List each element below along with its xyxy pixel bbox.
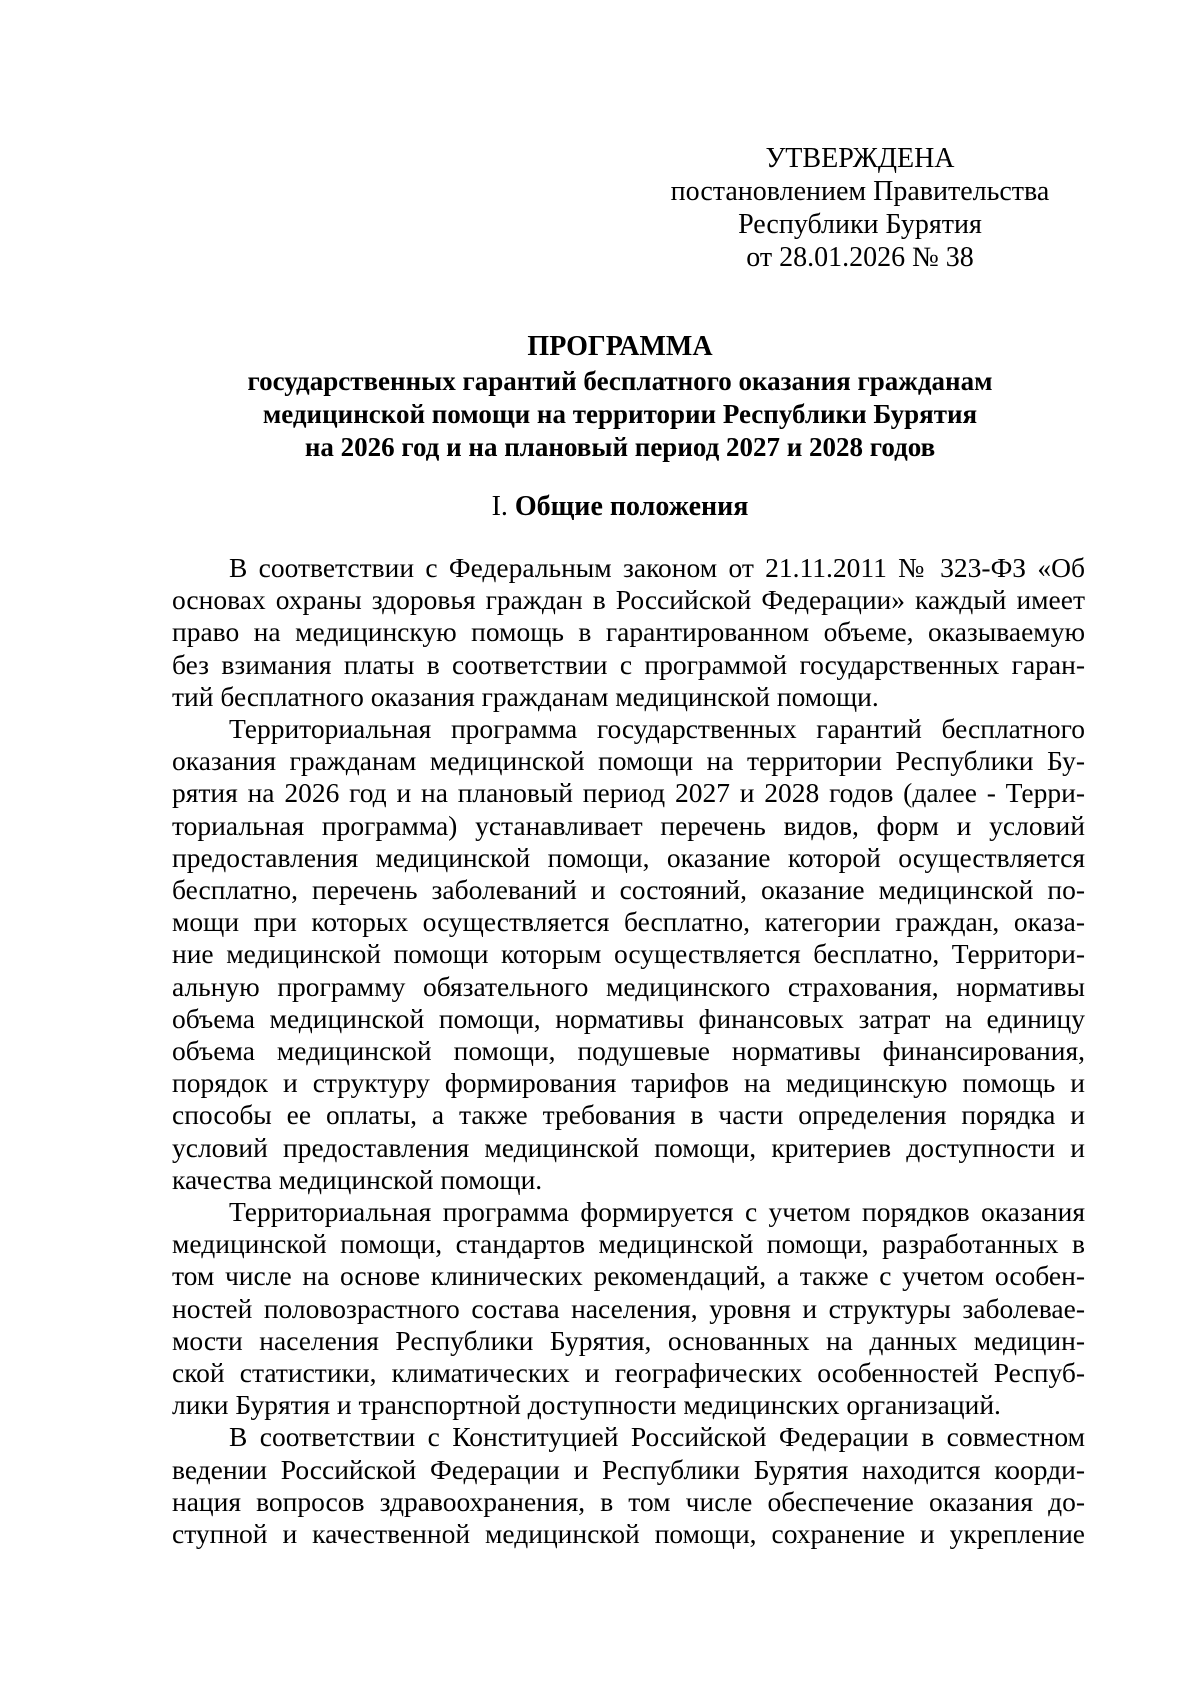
paragraph bbox=[172, 713, 1085, 1196]
paragraph-line: ской статистики, климатических и географических особенностей Респуб- bbox=[172, 1357, 1085, 1389]
paragraph-line: ториальная программа) устанавливает перечень видов, форм и условий bbox=[172, 809, 1085, 841]
paragraph bbox=[172, 1196, 1085, 1421]
approval-line-approved: УТВЕРЖДЕНА bbox=[765, 143, 955, 174]
paragraph-line: без взимания платы в соответствии с программой государственных гаран- bbox=[172, 648, 1085, 680]
paragraph-line: том числе на основе клинических рекомендаций, а также с учетом особен- bbox=[172, 1260, 1085, 1292]
paragraph-line: нация вопросов здравоохранения, в том числе обеспечение оказания до- bbox=[172, 1485, 1085, 1517]
paragraph-line: В соответствии с Федеральным законом от 21.11.2011 № 323-ФЗ «Об bbox=[229, 552, 1085, 583]
title-line-3: на 2026 год и на плановый период 2027 и 2028 годов bbox=[304, 432, 936, 462]
paragraph-line: Территориальная программа государственных гарантий бесплатного bbox=[229, 713, 1085, 745]
paragraph-line: способы ее оплаты, а также требования в части определения порядка и bbox=[172, 1099, 1085, 1131]
paragraph-line: мощи при которых осуществляется бесплатно, категории граждан, оказа- bbox=[172, 906, 1085, 938]
paragraph-line: тий бесплатного оказания гражданам медицинской помощи. bbox=[172, 680, 879, 712]
approval-stamp bbox=[660, 142, 1060, 274]
paragraph-line: ступной и качественной медицинской помощи, сохранение и укрепление bbox=[172, 1518, 1085, 1550]
paragraph-line: право на медицинскую помощь в гарантированном объеме, оказываемую bbox=[172, 616, 1085, 648]
approval-line-resolution: постановлением Правительства bbox=[670, 176, 1050, 207]
paragraph-line: оказания гражданам медицинской помощи на территории Республики Бу- bbox=[172, 745, 1085, 777]
paragraph-line: мости населения Республики Бурятия, основанных на данных медицин- bbox=[172, 1324, 1085, 1356]
paragraph bbox=[172, 1421, 1085, 1550]
paragraph-line: ведении Российской Федерации и Республики Бурятия находится коорди- bbox=[172, 1453, 1085, 1485]
paragraph-line: основах охраны здоровья граждан в Российской Федерации» каждый имеет bbox=[172, 584, 1085, 616]
approval-line-date-number: от 28.01.2026 № 38 bbox=[746, 242, 974, 273]
paragraph-line: ние медицинской помощи которым осуществляется бесплатно, Территори- bbox=[172, 938, 1085, 970]
paragraph-line: качества медицинской помощи. bbox=[172, 1163, 543, 1195]
paragraph-line: В соответствии с Конституцией Российской Федерации в совместном bbox=[229, 1421, 1085, 1453]
body-text bbox=[172, 552, 1085, 1550]
approval-line-republic: Республики Бурятия bbox=[738, 209, 982, 240]
paragraph-line: рятия на 2026 год и на плановый период 2027 и 2028 годов (далее - Терри- bbox=[172, 777, 1085, 809]
paragraph-line: ностей половозрастного состава населения, уровня и структуры заболевае- bbox=[172, 1292, 1085, 1324]
document-title bbox=[170, 330, 1070, 464]
title-line-1: государственных гарантий бесплатного оказания гражданам bbox=[247, 366, 993, 396]
paragraph-line: лики Бурятия и транспортной доступности медицинских организаций. bbox=[172, 1389, 1001, 1421]
title-line-2: медицинской помощи на территории Республики Бурятия bbox=[262, 399, 978, 429]
paragraph-line: медицинской помощи, стандартов медицинской помощи, разработанных в bbox=[172, 1228, 1085, 1260]
paragraph-line: порядок и структуру формирования тарифов на медицинскую помощь и bbox=[172, 1067, 1085, 1099]
section-heading bbox=[170, 490, 1070, 523]
title-main: ПРОГРАММА bbox=[527, 331, 713, 362]
paragraph-line: условий предоставления медицинской помощи, критериев доступности и bbox=[172, 1131, 1085, 1163]
paragraph-line: бесплатно, перечень заболеваний и состояний, оказание медицинской по- bbox=[172, 874, 1085, 906]
paragraph-line: объема медицинской помощи, подушевые нормативы финансирования, bbox=[172, 1035, 1085, 1067]
paragraph-line: Территориальная программа формируется с учетом порядков оказания bbox=[229, 1196, 1085, 1228]
paragraph-line: альную программу обязательного медицинского страхования, нормативы bbox=[172, 970, 1085, 1002]
paragraph-line: объема медицинской помощи, нормативы финансовых затрат на единицу bbox=[172, 1002, 1085, 1034]
paragraph bbox=[172, 552, 1085, 713]
paragraph-line: предоставления медицинской помощи, оказание которой осуществляется bbox=[172, 841, 1085, 873]
section-number: I. bbox=[491, 491, 508, 522]
section-title: Общие положения bbox=[514, 491, 749, 522]
